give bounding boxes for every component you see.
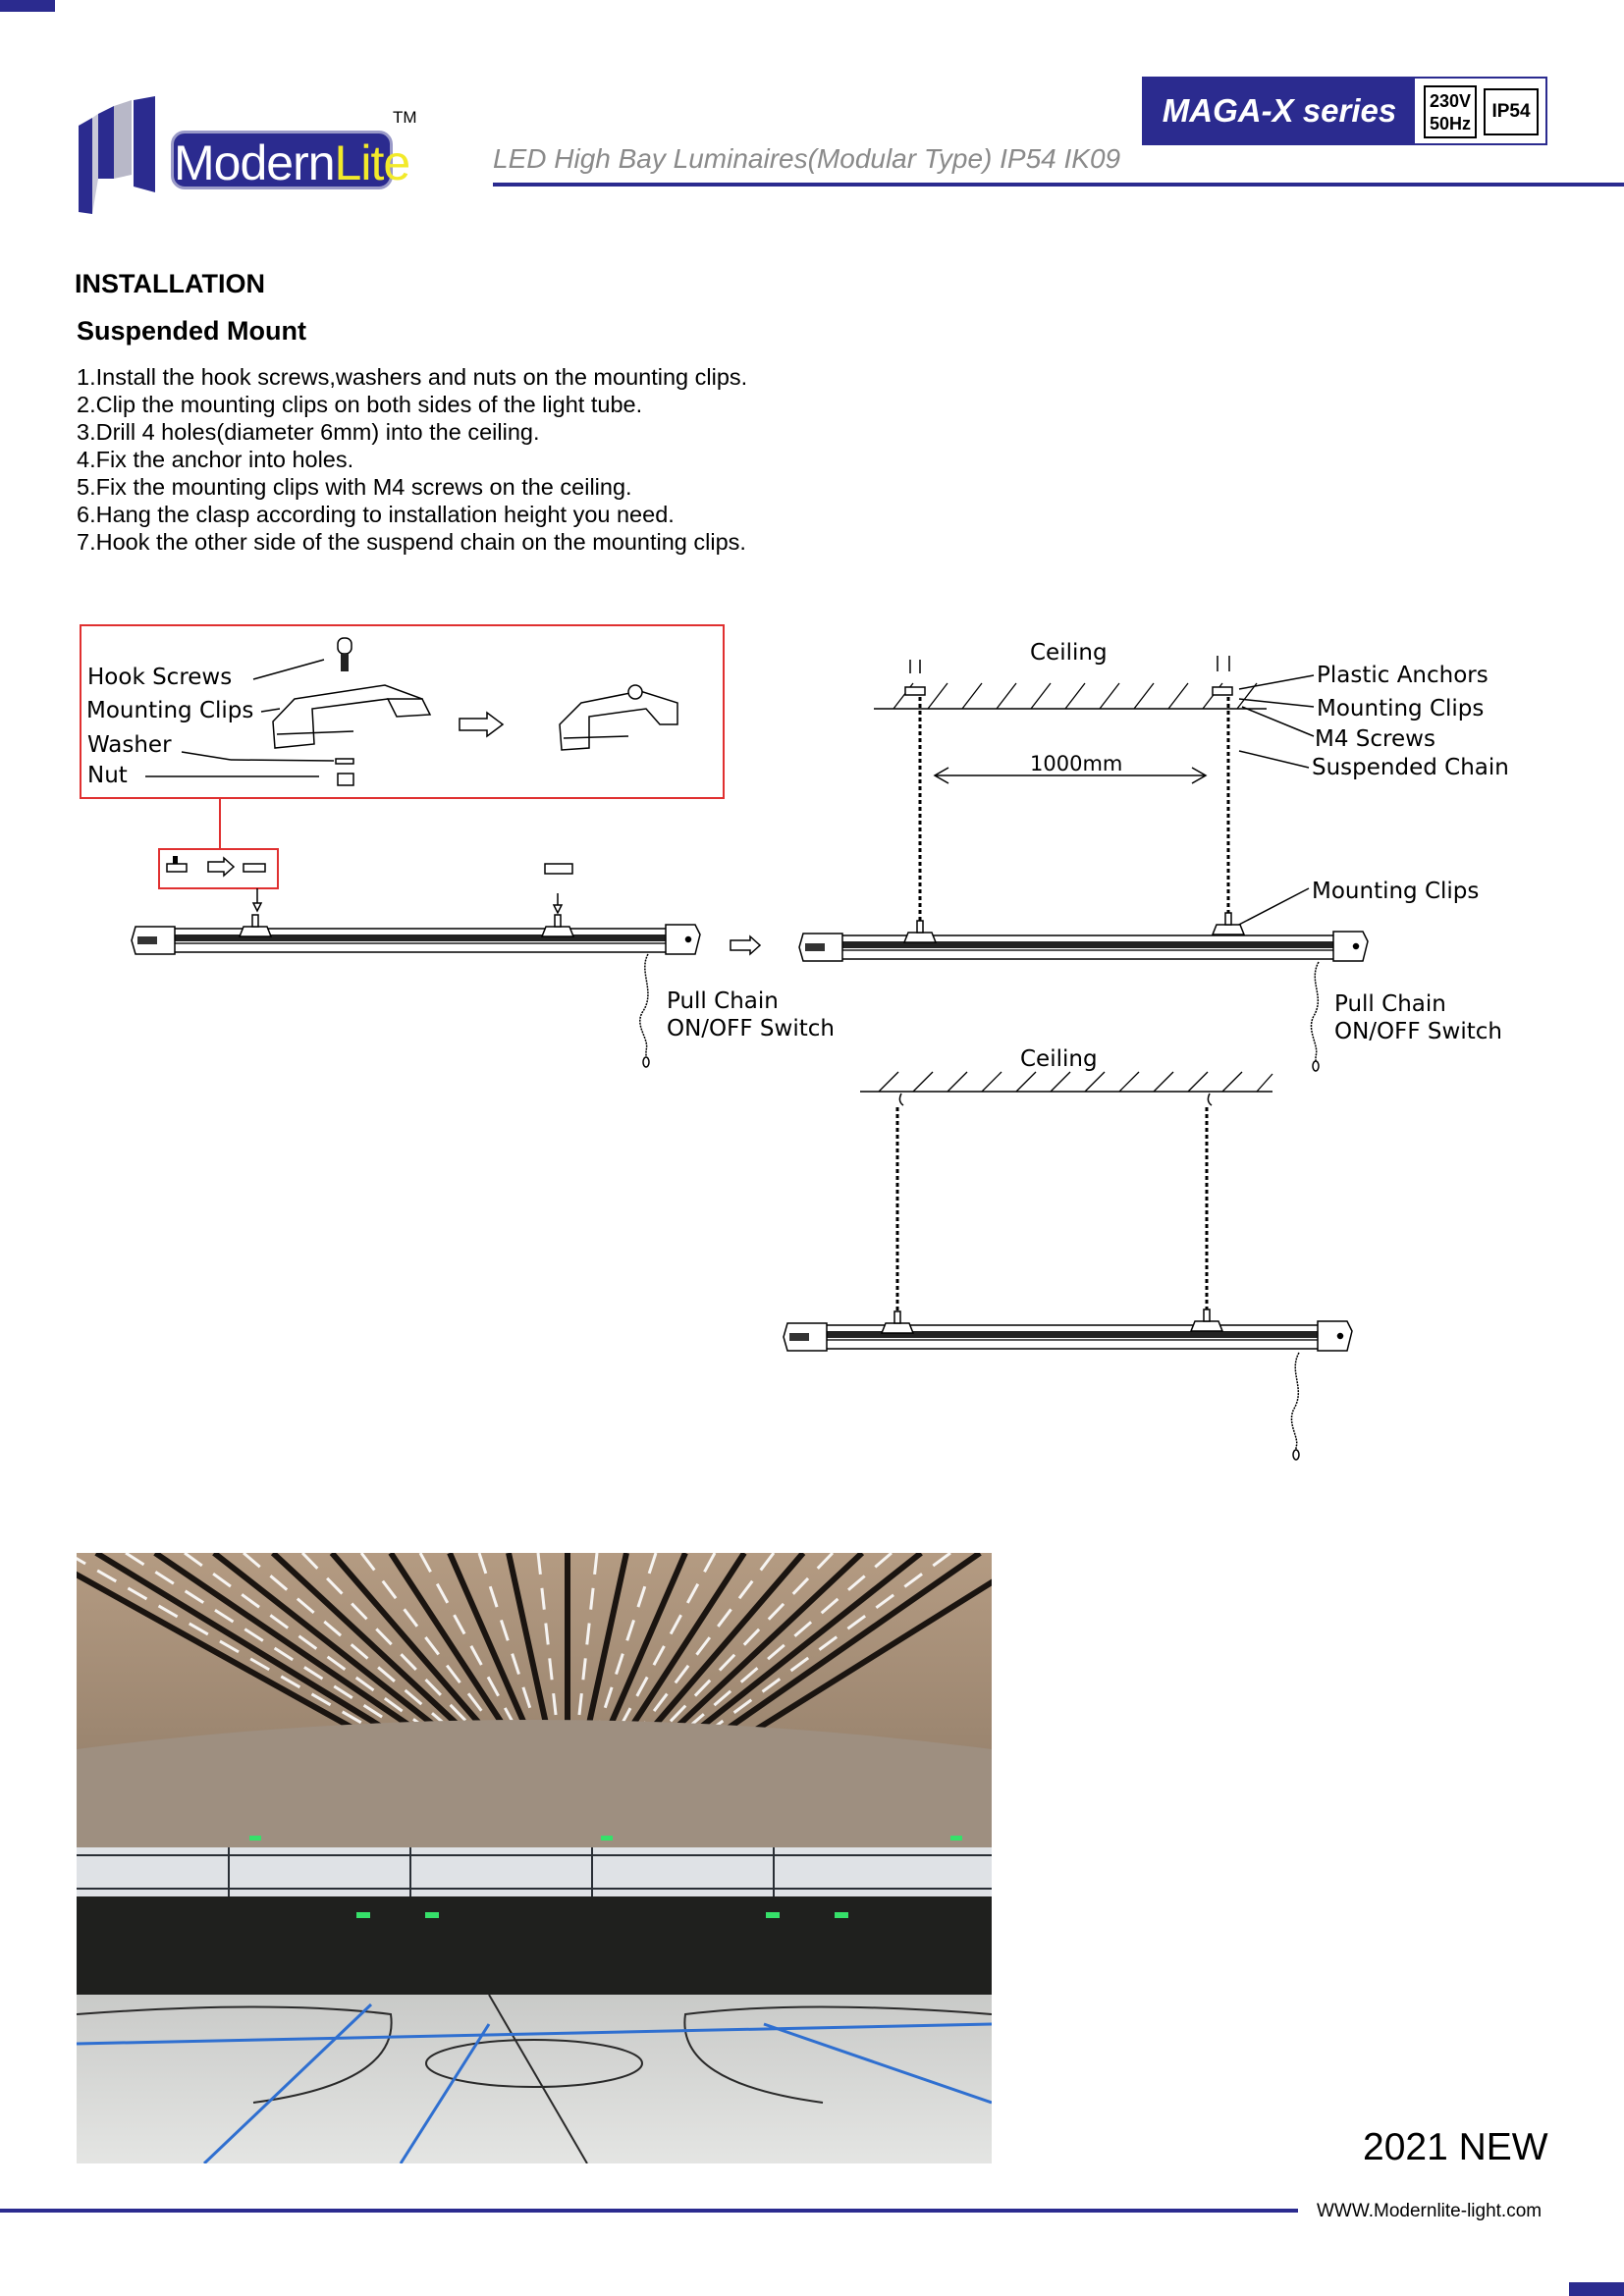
step-item: 6.Hang the clasp according to installation height you need. [77,502,675,527]
logo-mark-icon [75,96,173,218]
frequency-value: 50Hz [1429,114,1472,133]
label-nut: Nut [87,763,128,788]
label-plastic-anchors: Plastic Anchors [1317,663,1489,688]
voltage-badge [1424,85,1477,138]
step-item: 7.Hook the other side of the suspend chain on the mounting clips. [77,529,746,555]
label-suspended-chain: Suspended Chain [1312,755,1509,780]
step-item: 1.Install the hook screws,washers and nuts on the mounting clips. [77,364,748,390]
suspended-mount-heading: Suspended Mount [77,316,306,346]
product-subtitle: LED High Bay Luminaires(Modular Type) IP54 IK09 [493,143,1121,174]
label-hook-screws: Hook Screws [87,665,233,690]
installation-steps [77,363,747,556]
series-label: MAGA-X series [1144,79,1415,143]
gymnasium-photo [77,1553,992,2163]
year-label: 2021 NEW [1363,2126,1548,2168]
ip-badge: IP54 [1484,88,1539,135]
bottom-right-accent [1569,2282,1624,2296]
footer-divider [0,2209,1298,2213]
step-item: 2.Clip the mounting clips on both sides of the light tube. [77,392,643,417]
label-pull-chain-left: Pull Chain [667,988,779,1014]
website-link[interactable]: WWW.Modernlite-light.com [1317,2201,1543,2221]
logo-lite: Lite [334,135,410,190]
step-item: 5.Fix the mounting clips with M4 screws on the ceiling. [77,474,632,500]
label-mounting-clips-lower: Mounting Clips [1312,879,1480,904]
logo-wordmark [171,131,410,190]
voltage-value: 230V [1429,91,1472,111]
step-item: 3.Drill 4 holes(diameter 6mm) into the ceiling. [77,419,540,445]
installation-diagram [0,609,1624,1472]
label-mounting-clips: Mounting Clips [86,698,254,723]
label-mounting-clips-top: Mounting Clips [1317,696,1485,721]
label-ceiling-bottom: Ceiling [1020,1046,1098,1072]
label-washer: Washer [87,732,172,758]
logo-modern: Modern [174,135,335,190]
trademark: TM [393,108,417,127]
step-item: 4.Fix the anchor into holes. [77,447,354,472]
label-switch-left: ON/OFF Switch [667,1016,835,1041]
label-pull-chain-right: Pull Chain [1334,991,1446,1017]
top-left-accent [0,0,55,12]
label-m4-screws: M4 Screws [1315,726,1435,752]
label-ceiling-top: Ceiling [1030,640,1108,666]
header-divider [493,183,1624,187]
installation-heading: INSTALLATION [75,269,265,298]
label-switch-right: ON/OFF Switch [1334,1019,1502,1044]
label-distance: 1000mm [1030,752,1123,775]
